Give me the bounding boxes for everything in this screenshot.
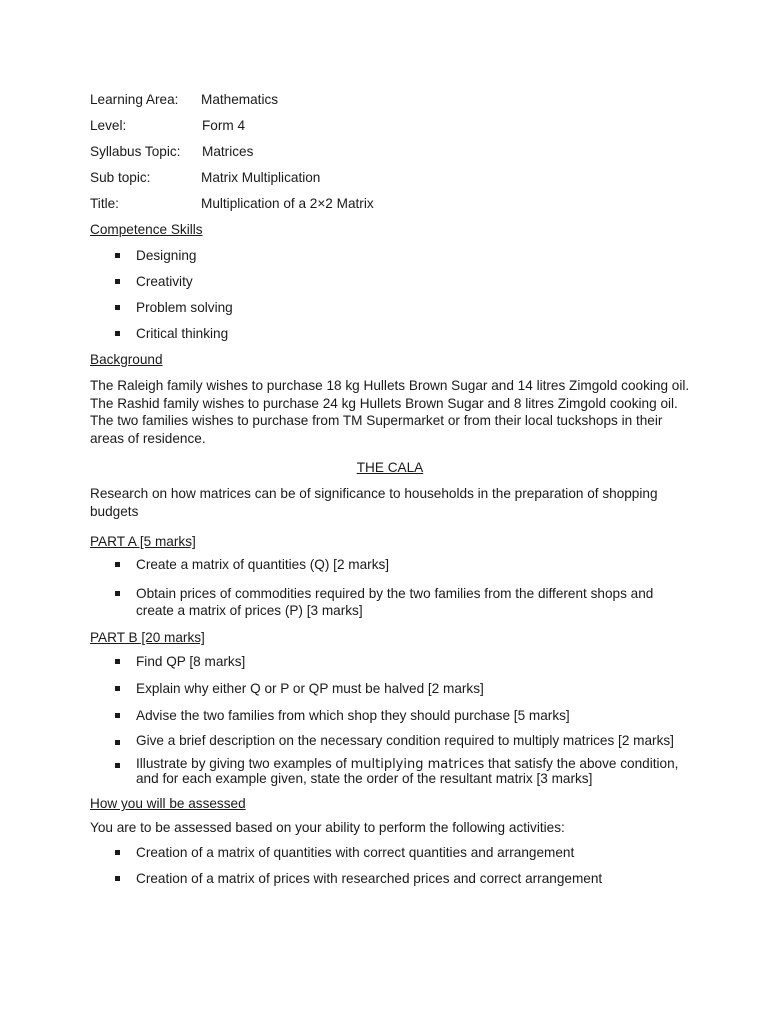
list-item-text: Give a brief description on the necessary condition required to multiply matrices [2 marks] bbox=[136, 733, 674, 749]
bullet-icon bbox=[115, 253, 120, 258]
document-page bbox=[90, 90, 690, 895]
list-item bbox=[90, 680, 690, 697]
bullet-icon bbox=[115, 763, 120, 768]
list-item bbox=[90, 757, 690, 786]
bullet-icon bbox=[115, 713, 120, 718]
meta-label: Level: bbox=[90, 118, 127, 133]
list-item bbox=[90, 298, 690, 324]
bullet-icon bbox=[115, 562, 120, 567]
text-fragment: that satisfy the above condition, and for each example given, state the order of the resultant matrix [3 marks] bbox=[136, 756, 679, 787]
bullet-icon bbox=[115, 659, 120, 664]
assessment-list bbox=[90, 843, 690, 895]
background-heading: Background bbox=[90, 352, 163, 367]
meta-title bbox=[90, 194, 690, 220]
meta-value: Multiplication of a 2×2 Matrix bbox=[201, 196, 374, 211]
list-item bbox=[90, 585, 690, 619]
assessment-heading: How you will be assessed bbox=[90, 796, 246, 812]
list-item-text: Create a matrix of quantities (Q) [2 marks] bbox=[136, 557, 390, 573]
meta-value: Matrices bbox=[202, 144, 254, 159]
list-item-text: Creation of a matrix of prices with researched prices and correct arrangement bbox=[136, 870, 603, 886]
list-item bbox=[90, 734, 690, 747]
meta-label: Title: bbox=[90, 196, 119, 211]
list-item bbox=[90, 653, 690, 670]
cala-heading: THE CALA bbox=[356, 459, 424, 475]
meta-label: Sub topic: bbox=[90, 170, 151, 185]
list-item bbox=[90, 556, 690, 573]
meta-value: Mathematics bbox=[201, 92, 279, 107]
bullet-icon bbox=[115, 591, 120, 596]
list-item-text: Explain why either Q or P or QP must be halved [2 marks] bbox=[136, 681, 484, 697]
meta-value: Form 4 bbox=[202, 118, 246, 133]
list-item-text: Creativity bbox=[136, 274, 193, 289]
meta-label: Learning Area: bbox=[90, 92, 179, 107]
meta-sub-topic bbox=[90, 168, 690, 194]
part-a-list bbox=[90, 556, 690, 619]
list-item-text: Problem solving bbox=[136, 300, 233, 315]
part-a-heading: PART A [5 marks] bbox=[90, 534, 196, 550]
list-item-text bbox=[136, 756, 678, 786]
meta-syllabus-topic bbox=[90, 142, 690, 168]
list-item-text: Creation of a matrix of quantities with correct quantities and arrangement bbox=[136, 844, 575, 860]
text-fragment: Illustrate by giving two examples of bbox=[136, 756, 351, 772]
competence-heading: Competence Skills bbox=[90, 222, 203, 237]
assessment-intro: You are to be assessed based on your ability to perform the following activities: bbox=[90, 820, 565, 836]
list-item bbox=[90, 843, 690, 869]
list-item bbox=[90, 869, 690, 895]
cala-text: Research on how matrices can be of significance to households in the preparation of shopping budgets bbox=[90, 485, 658, 519]
bullet-icon bbox=[115, 305, 120, 310]
list-item bbox=[90, 324, 690, 350]
competence-list bbox=[90, 246, 690, 350]
list-item-text: Find QP [8 marks] bbox=[136, 654, 246, 670]
highlighted-phrase: multiplying matrices bbox=[350, 757, 485, 773]
list-item-text: Advise the two families from which shop they should purchase [5 marks] bbox=[136, 708, 570, 724]
meta-level bbox=[90, 116, 690, 142]
part-b-list bbox=[90, 653, 690, 786]
list-item bbox=[90, 272, 690, 298]
part-b-heading: PART B [20 marks] bbox=[90, 630, 205, 646]
bullet-icon bbox=[115, 850, 120, 855]
list-item-text: Critical thinking bbox=[136, 326, 229, 341]
bullet-icon bbox=[115, 740, 120, 745]
list-item bbox=[90, 707, 690, 724]
bullet-icon bbox=[115, 876, 120, 881]
bullet-icon bbox=[115, 686, 120, 691]
bullet-icon bbox=[115, 279, 120, 284]
meta-learning-area bbox=[90, 90, 690, 116]
list-item-text: Designing bbox=[136, 248, 197, 263]
meta-label: Syllabus Topic: bbox=[90, 144, 181, 159]
list-item bbox=[90, 246, 690, 272]
bullet-icon bbox=[115, 331, 120, 336]
meta-value: Matrix Multiplication bbox=[201, 170, 321, 185]
background-text: The Raleigh family wishes to purchase 18 kg Hullets Brown Sugar and 14 litres Zimgold cooking oil. The Rashid family wishes to purchase 24 kg Hullets Brown Sugar and 8 litres Zimgold cooking oil. The two families wishes to purchase from TM Supermarket or from their local tuckshops in their areas of residence. bbox=[90, 378, 690, 447]
list-item-text: Obtain prices of commodities required by the two families from the different shops and create a matrix of prices (P) [3 marks] bbox=[136, 586, 654, 619]
